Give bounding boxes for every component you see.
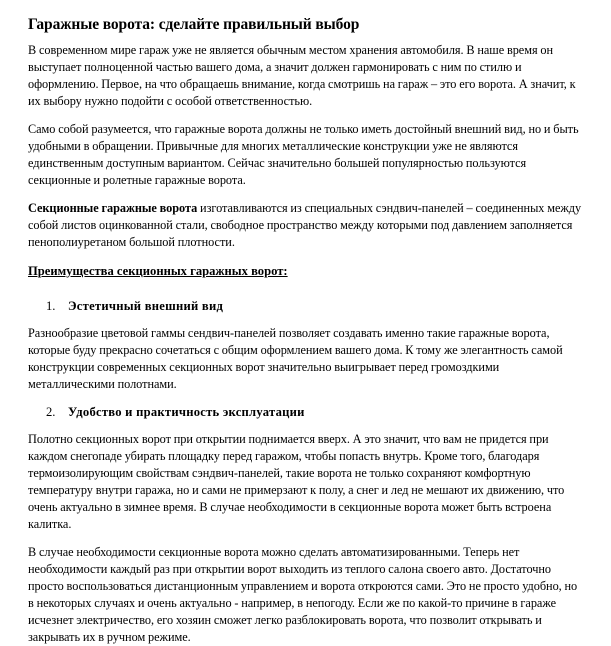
paragraph-sectional-definition (28, 200, 585, 251)
advantages-heading-wrap (28, 262, 585, 289)
list-item-label: Удобство и практичность эксплуатации (68, 405, 305, 419)
paragraph-intro: В современном мире гараж уже не является обычным местом хранения автомобиля. В наше время он выступает полноценной частью вашего дома, а значит должен гармонировать с ним по стилю и оформлению. Первое, на что обращаешь внимание, когда смотришь на гараж – это его ворота. А значит, к их выбору нужно подойти с особой ответственностью. (28, 43, 576, 108)
page-title: Гаражные ворота: сделайте правильный выбор (28, 16, 360, 33)
advantages-list-1 (28, 298, 585, 315)
sectional-gates-term: Секционные гаражные ворота (28, 201, 198, 215)
paragraph-requirements: Само собой разумеется, что гаражные ворота должны не только иметь достойный внешний вид, но и быть удобными в обращении. Привычные для многих металлические конструкции уже не являются единственным доступным вариантом. Сейчас значительно большей популярностью пользуются секционные и ролетные гаражные ворота. (28, 122, 579, 187)
list-item (46, 298, 585, 315)
paragraph-aesthetics: Разнообразие цветовой гаммы сендвич-панелей позволяет создавать именно такие гаражные ворота, которые буду прекрасно сочетаться с общим оформлением вашего дома. К тому же элегантность самой конструкции современных секционных ворот значительно выигрывает перед громоздкими металлическими полотнами. (28, 326, 563, 391)
advantage-2-block (28, 404, 585, 421)
advantages-heading: Преимущества секционных гаражных ворот: (28, 264, 288, 278)
list-item-label: Эстетичный внешний вид (68, 299, 224, 313)
paragraph-convenience: Полотно секционных ворот при открытии поднимается вверх. А это значит, что вам не придется при каждом снегопаде убирать площадку перед гаражом, чтобы попасть внутрь. Кроме того, благодаря термоизолирующим свойствам сэндвич-панелей, такие ворота не только сохраняют комфортную температуру внутри гаража, но и сами не примерзают к полу, а снег и лед не мешают их движению, что очень актуально в зимнее время. В случае необходимости в секционные ворота может быть встроена калитка. (28, 432, 565, 531)
list-item (46, 404, 585, 421)
advantages-list-2 (28, 404, 585, 421)
advantage-1-block (28, 298, 585, 315)
sectional-gates-description: изготавливаются из специальных сэндвич-панелей – соединенных между собой листов оцинкованной стали, свободное пространство между которыми под давлением заполняется пенополиуретаном большой плотности. (28, 201, 582, 249)
list-item-number: 2. (46, 405, 56, 419)
paragraph-automation: В случае необходимости секционные ворота можно сделать автоматизированными. Теперь нет необходимости каждый раз при открытии ворот выходить из теплого салона своего авто. Достаточно просто воспользоваться дистанционным управлением и ворота откроются сами. Это не просто удобно, но в некоторых случаях и очень актуально - например, в непогоду. Если же по какой-то причине в гараже исчезнет электричество, его хозяин сможет легко разблокировать ворота, что позволит открывать и закрывать их в ручном режиме. (28, 545, 578, 644)
list-item-number: 1. (46, 299, 56, 313)
